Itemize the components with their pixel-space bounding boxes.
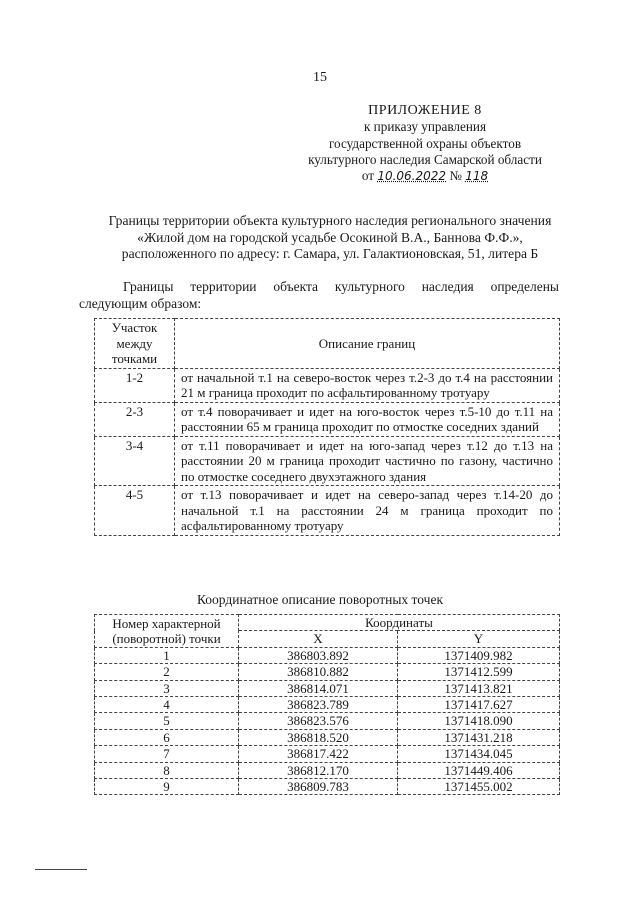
description-cell: от т.4 поворачивает и идет на юго-восток через т.5-10 до т.11 на расстоянии 65 м граница проходит по отмостке соседних зданий: [175, 402, 560, 436]
footer-rule: [35, 869, 87, 870]
x-coordinate-cell: 386810.882: [239, 664, 398, 680]
coords-title: Координатное описание поворотных точек: [196, 592, 444, 607]
segment-cell: 2-3: [95, 402, 175, 436]
appendix-title: ПРИЛОЖЕНИЕ 8: [368, 103, 482, 118]
x-coordinate-cell: 386803.892: [239, 647, 398, 663]
point-number-cell: 4: [95, 697, 239, 713]
point-number-cell: 2: [95, 664, 239, 680]
segment-cell: 4-5: [95, 486, 175, 536]
table-row: [95, 647, 560, 663]
appendix-line: к приказу управления: [363, 119, 487, 135]
y-coordinate-cell: 1371417.627: [398, 697, 560, 713]
point-number-cell: 6: [95, 729, 239, 745]
y-coordinate-cell: 1371455.002: [398, 779, 560, 795]
table-row: [95, 762, 560, 778]
description-cell: от т.13 поворачивает и идет на северо-запад через т.14-20 до начальной т.1 на расстоянии 24 м граница проходит по асфальтированному тротуару: [175, 486, 560, 536]
x-coordinate-cell: 386818.520: [239, 729, 398, 745]
table-row: [95, 436, 560, 486]
point-number-cell: 1: [95, 647, 239, 663]
point-number-cell: 8: [95, 762, 239, 778]
y-coordinate-cell: 1371412.599: [398, 664, 560, 680]
header-coordinates: Координаты: [239, 615, 560, 631]
y-coordinate-cell: 1371413.821: [398, 680, 560, 696]
header-point-number: Номер характерной (поворотной) точки: [95, 615, 239, 648]
x-coordinate-cell: 386823.789: [239, 697, 398, 713]
point-number-cell: 7: [95, 746, 239, 762]
appendix-date-line: [300, 168, 550, 184]
description-cell: от т.11 поворачивает и идет на юго-запад через т.12 до т.13 на расстоянии 20 м граница проходит частично по газону, частично по отмостке соседнего двухэтажного здания: [175, 436, 560, 486]
boundary-table: [94, 318, 560, 536]
number-value: 118: [465, 169, 489, 184]
point-number-cell: 5: [95, 713, 239, 729]
coordinates-body: [95, 647, 560, 795]
table-header-row: [95, 319, 560, 369]
y-coordinate-cell: 1371434.045: [398, 746, 560, 762]
x-coordinate-cell: 386812.170: [239, 762, 398, 778]
description-cell: от начальной т.1 на северо-восток через т.2-3 до т.4 на расстоянии 21 м граница проходит по асфальтированному тротуару: [175, 368, 560, 402]
y-coordinate-cell: 1371449.406: [398, 762, 560, 778]
table-row: [95, 746, 560, 762]
appendix-header: [300, 103, 550, 184]
table-row: [95, 697, 560, 713]
table-header-row: [95, 615, 560, 631]
y-coordinate-cell: 1371431.218: [398, 729, 560, 745]
appendix-line: государственной охраны объектов: [328, 135, 522, 151]
y-coordinate-cell: 1371409.982: [398, 647, 560, 663]
header-x: X: [239, 631, 398, 647]
title-line: «Жилой дом на городской усадьбе Осокиной В.А., Баннова Ф.Ф.»,: [137, 229, 523, 245]
table-row: [95, 680, 560, 696]
y-coordinate-cell: 1371418.090: [398, 713, 560, 729]
table-row: [95, 664, 560, 680]
table-row: [95, 779, 560, 795]
header-y: Y: [398, 631, 560, 647]
point-number-cell: 3: [95, 680, 239, 696]
x-coordinate-cell: 386817.422: [239, 746, 398, 762]
intro-paragraph: Границы территории объекта культурного наследия определены следующим образом:: [79, 279, 559, 311]
point-number-cell: 9: [95, 779, 239, 795]
date-value: 10.06.2022: [377, 169, 447, 184]
coordinates-table: [94, 614, 560, 795]
page-number: 15: [313, 70, 327, 85]
table-row: [95, 368, 560, 402]
table-row: [95, 713, 560, 729]
table-row: [95, 486, 560, 536]
title-line: Границы территории объекта культурного наследия регионального значения: [108, 213, 552, 228]
title-line: расположенного по адресу: г. Самара, ул. Галактионовская, 51, литера Б: [121, 246, 539, 261]
segment-cell: 3-4: [95, 436, 175, 486]
table-row: [95, 729, 560, 745]
appendix-line: культурного наследия Самарской области: [308, 151, 542, 167]
table-row: [95, 402, 560, 436]
document-title: [80, 213, 580, 263]
x-coordinate-cell: 386823.576: [239, 713, 398, 729]
date-prefix: от: [361, 168, 375, 184]
number-prefix: №: [449, 168, 462, 184]
x-coordinate-cell: 386814.071: [239, 680, 398, 696]
header-segment: Участок между точками: [95, 319, 175, 369]
x-coordinate-cell: 386809.783: [239, 779, 398, 795]
segment-cell: 1-2: [95, 368, 175, 402]
header-description: Описание границ: [175, 319, 560, 369]
